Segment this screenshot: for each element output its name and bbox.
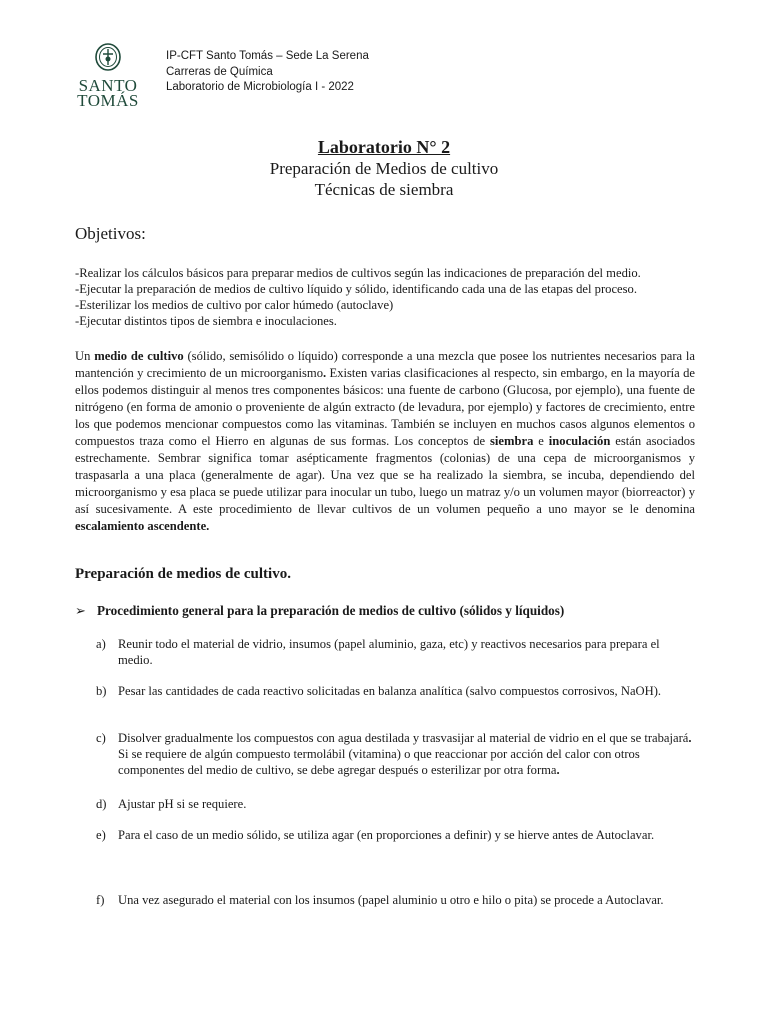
subtitle-line: Técnicas de siembra bbox=[314, 180, 454, 199]
institution-line: Carreras de Química bbox=[166, 65, 273, 78]
text-run: e bbox=[533, 434, 549, 448]
objetivo-item: -Ejecutar distintos tipos de siembra e inoculaciones. bbox=[75, 314, 337, 328]
text-run: (sólido, semisólido o líquido) corresponde a una mezcla que posee los nutrientes necesarios para la mantención y crecimiento de un microorganismo bbox=[75, 349, 696, 380]
bold-term: . bbox=[688, 731, 692, 745]
objetivo-item: -Esterilizar los medios de cultivo por calor húmedo (autoclave) bbox=[75, 298, 394, 312]
bold-term: siembra bbox=[490, 434, 534, 448]
procedure-heading-text: Procedimiento general para la preparación de medios de cultivo (sólidos y líquidos) bbox=[97, 603, 565, 618]
title-block bbox=[0, 136, 768, 200]
objetivos-heading: Objetivos: bbox=[75, 224, 146, 243]
step-label: c) bbox=[96, 731, 106, 745]
step-text bbox=[118, 730, 696, 778]
step-label: a) bbox=[96, 637, 106, 651]
text-run: están asociados estrechamente. Sembrar significa tomar asépticamente fragmentos (colonias) de una cepa de microorganismos y traspasarla a una placa (generalmente de agar). Una vez que se ha realizado la siembra, se incuba, dependiendo del microorganismo y esa placa se puede utilizar para inocular un tubo, luego un matraz y/o un volumen mayor (biorreactor) y así sucesivamente. A este procedimiento de llevar cultivos de un volumen pequeño a uno mayor se le denomina bbox=[75, 434, 695, 516]
objetivo-item: -Ejecutar la preparación de medios de cultivo líquido y sólido, identificando cada una de las etapas del proceso. bbox=[75, 282, 637, 296]
lab-title: Laboratorio N° 2 bbox=[317, 137, 451, 157]
objetivos-list bbox=[75, 265, 695, 329]
text-run: Un bbox=[75, 349, 95, 363]
step-label: d) bbox=[96, 797, 107, 811]
text-run: Existen varias clasificaciones al respecto, sin embargo, en la mayoría de ellos podemos distinguir al menos tres componentes básicos: una fuente de carbono (Glucosa, por ejemplo), una fuente de nitrógeno (en forma de amonio o proveniente de algún extracto (de levadura, por ejemplo) y factores de crecimiento, entre los que podemos mencionar compuestos como las vitaminas. También se incluyen en muchos casos algunos elementos o compuestos traza como el Hierro en algunas de sus formas. Los conceptos de bbox=[75, 366, 695, 448]
arrow-bullet-icon: ➢ bbox=[75, 603, 87, 618]
step-text: Pesar las cantidades de cada reactivo solicitadas en balanza analítica (salvo compuestos corrosivos, NaOH). bbox=[118, 684, 662, 698]
step-item bbox=[96, 892, 696, 908]
bold-term: . bbox=[323, 366, 327, 380]
step-text: Reunir todo el material de vidrio, insumos (papel aluminio, gaza, etc) y reactivos necesarios para prepara el medio. bbox=[118, 637, 660, 667]
text-run: Si se requiere de algún compuesto termolábil (vitamina) o que reaccionar por acción del calor con otros componentes del medio de cultivo, se debe agregar después o esterilizar por otra forma bbox=[118, 747, 640, 777]
objetivo-item: -Realizar los cálculos básicos para preparar medios de cultivos según las indicaciones de preparación del medio. bbox=[75, 266, 641, 280]
intro-paragraph bbox=[75, 348, 695, 535]
step-item bbox=[96, 730, 696, 778]
step-item bbox=[96, 827, 696, 843]
step-text: Una vez asegurado el material con los insumos (papel aluminio u otro e hilo o pita) se procede a Autoclavar. bbox=[118, 893, 664, 907]
bold-term: medio de cultivo bbox=[94, 349, 184, 363]
bold-term: . bbox=[556, 763, 560, 777]
subtitle-line: Preparación de Medios de cultivo bbox=[269, 159, 499, 178]
bold-term: escalamiento ascendente. bbox=[75, 519, 210, 533]
logo-text-line-1: SANTO bbox=[78, 76, 138, 95]
bold-term: inoculación bbox=[548, 434, 611, 448]
institution-line: Laboratorio de Microbiología I - 2022 bbox=[166, 81, 354, 93]
institution-line: IP-CFT Santo Tomás – Sede La Serena bbox=[166, 50, 369, 62]
step-label: b) bbox=[96, 684, 107, 698]
logo-text-line-2: TOMÁS bbox=[77, 91, 139, 110]
institution-info bbox=[166, 49, 369, 96]
procedure-heading bbox=[75, 603, 564, 619]
step-text: Para el caso de un medio sólido, se utiliza agar (en proporciones a definir) y se hierve antes de Autoclavar. bbox=[118, 828, 655, 842]
text-run: Disolver gradualmente los compuestos con agua destilada y trasvasijar al material de vidrio en el que se trabajará bbox=[118, 731, 689, 745]
step-item bbox=[96, 636, 696, 668]
step-item bbox=[96, 683, 696, 699]
step-label: e) bbox=[96, 828, 106, 842]
step-text: Ajustar pH si se requiere. bbox=[118, 797, 247, 811]
seal-icon bbox=[94, 42, 122, 74]
section-heading: Preparación de medios de cultivo. bbox=[75, 566, 291, 582]
santo-tomas-logo bbox=[72, 42, 144, 108]
step-label: f) bbox=[96, 893, 105, 907]
step-item bbox=[96, 796, 696, 812]
